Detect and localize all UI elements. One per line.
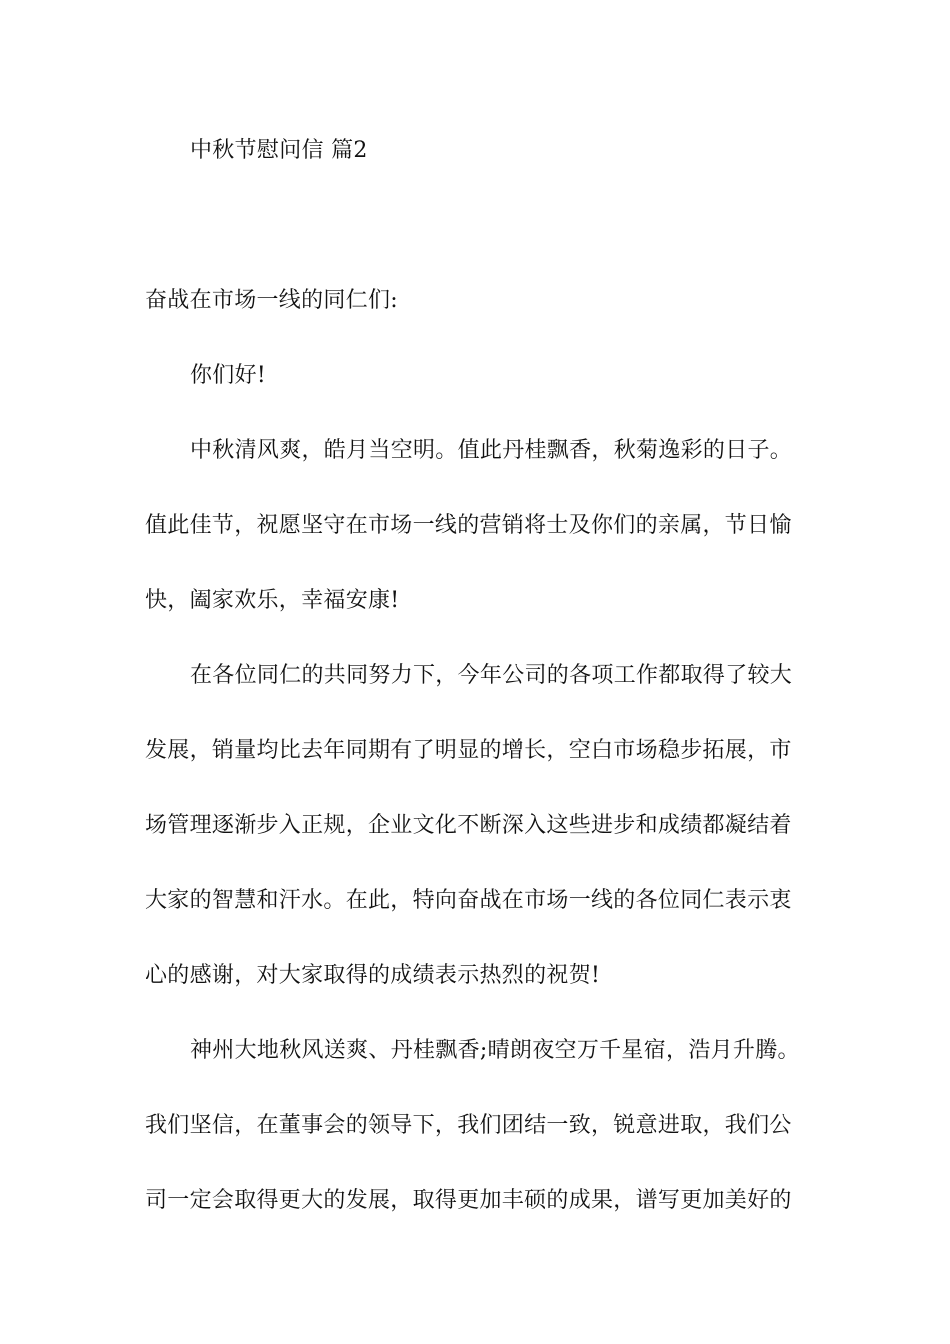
paragraph-2-line-5: 心的感谢，对大家取得的成绩表示热烈的祝贺! — [145, 963, 601, 988]
salutation: 奋战在市场一线的同仁们: — [145, 288, 399, 313]
paragraph-2-line-2: 发展，销量均比去年同期有了明显的增长，空白市场稳步拓展，市 — [145, 738, 792, 763]
paragraph-3-line-2: 我们坚信，在董事会的领导下，我们团结一致，锐意进取，我们公 — [145, 1113, 792, 1138]
paragraph-1-line-3: 快，阖家欢乐，幸福安康! — [145, 588, 400, 613]
greeting: 你们好! — [190, 363, 267, 388]
paragraph-2-line-1: 在各位同仁的共同努力下，今年公司的各项工作都取得了较大 — [190, 663, 793, 688]
paragraph-2-line-3: 场管理逐渐步入正规，企业文化不断深入这些进步和成绩都凝结着 — [145, 813, 792, 838]
document-title: 中秋节慰问信 篇2 — [190, 138, 368, 163]
paragraph-1-line-1: 中秋清风爽，皓月当空明。值此丹桂飘香，秋菊逸彩的日子。 — [190, 438, 793, 463]
paragraph-3-line-3: 司一定会取得更大的发展，取得更加丰硕的成果，谱写更加美好的 — [145, 1188, 792, 1213]
paragraph-3-line-1: 神州大地秋风送爽、丹桂飘香;晴朗夜空万千星宿，浩月升腾。 — [190, 1038, 800, 1063]
paragraph-2-line-4: 大家的智慧和汗水。在此，特向奋战在市场一线的各位同仁表示衷 — [145, 888, 792, 913]
paragraph-1-line-2: 值此佳节，祝愿坚守在市场一线的营销将士及你们的亲属，节日愉 — [145, 513, 792, 538]
